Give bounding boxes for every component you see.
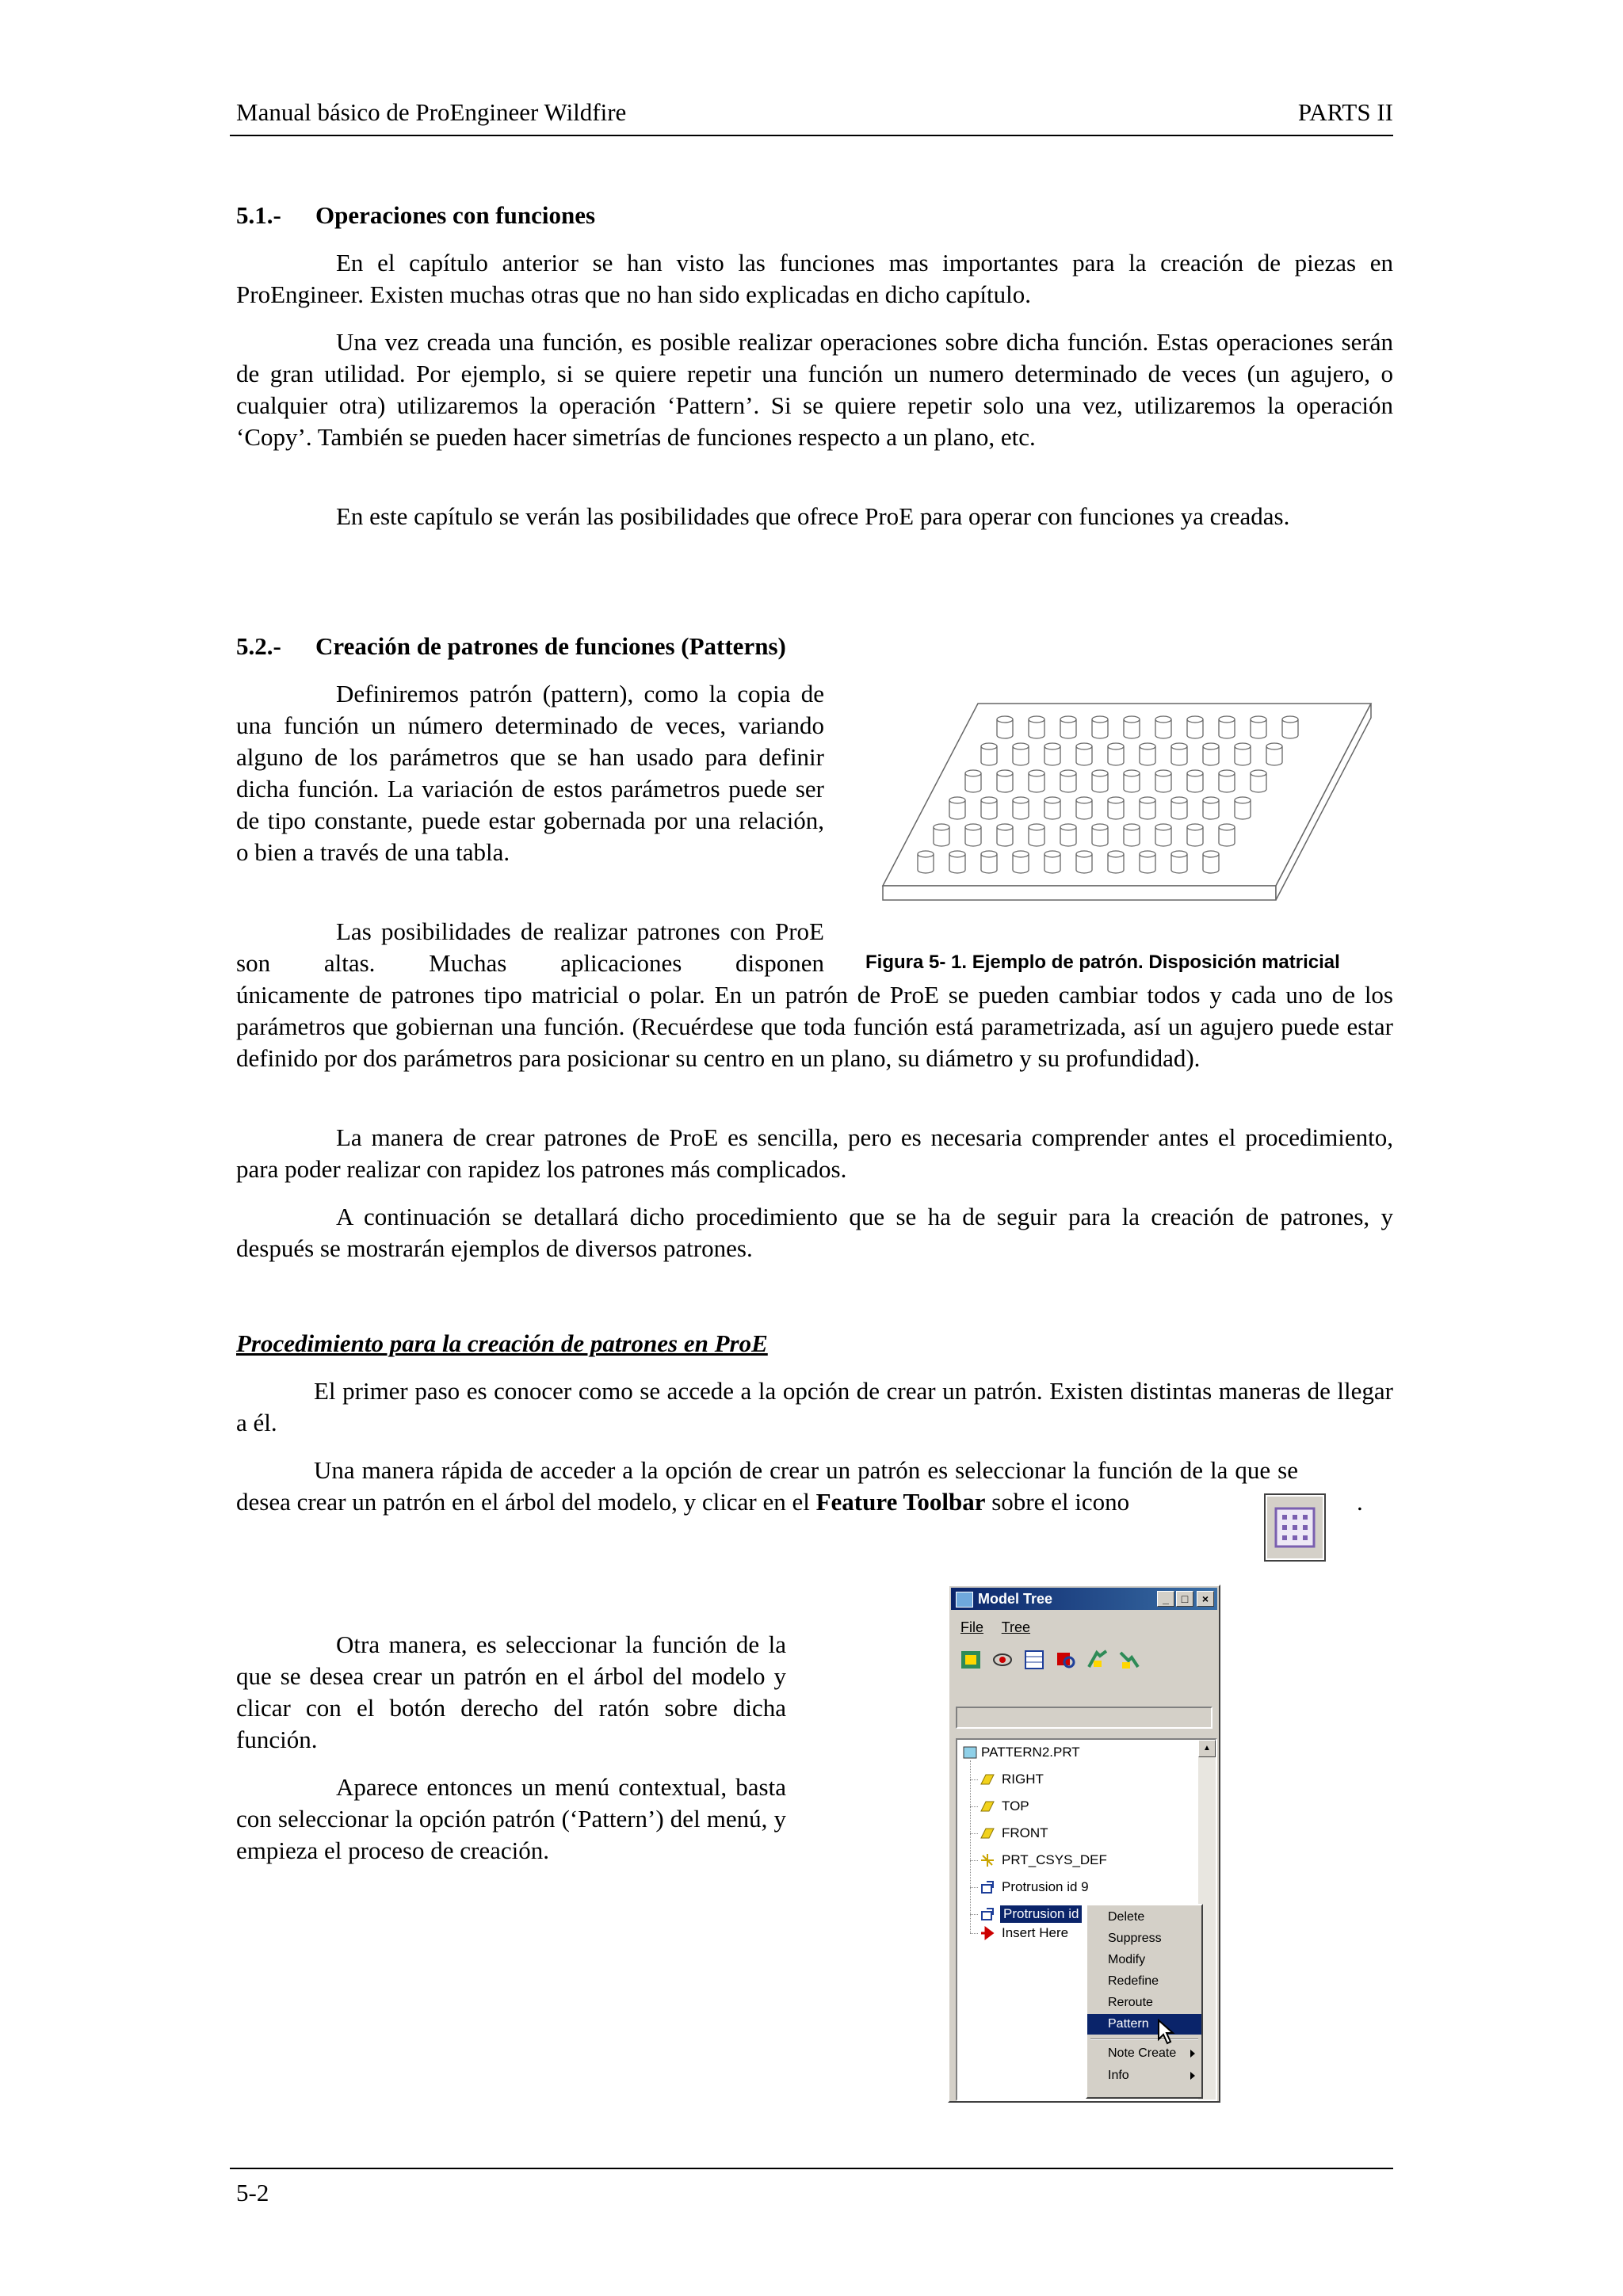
pattern-cylinder — [1187, 824, 1203, 846]
pattern-cylinder — [934, 824, 949, 846]
section-number: 5.2.- — [236, 632, 281, 660]
model-tree-titlebar[interactable] — [951, 1588, 1217, 1610]
pattern-cylinder — [1060, 716, 1076, 738]
page-number: 5-2 — [236, 2179, 269, 2206]
header-section: PARTS II — [1297, 98, 1393, 126]
pattern-cylinder — [1155, 770, 1171, 792]
pattern-cylinder — [997, 770, 1013, 792]
tree-item[interactable]: Insert Here — [1002, 1925, 1069, 1940]
header-rule — [230, 135, 1393, 136]
pattern-cylinder — [1187, 770, 1203, 792]
pattern-cylinder — [1203, 797, 1219, 819]
pattern-cylinder — [1140, 851, 1155, 873]
show-icon[interactable] — [991, 1648, 1014, 1672]
scroll-up-icon[interactable]: ▲ — [1198, 1740, 1216, 1757]
paragraph: En este capítulo se verán las posibilidades que ofrece ProE para operar con funciones ya creadas. — [336, 502, 1290, 530]
datum-plane-icon — [980, 1825, 995, 1841]
paragraph: El primer paso es conocer como se accede a la opción de crear un patrón. Existen distintas maneras de llegar a él. — [236, 1377, 1393, 1436]
pattern-cylinder — [1203, 851, 1219, 873]
pattern-cylinder — [1171, 851, 1187, 873]
pattern-cylinder — [981, 743, 997, 765]
tree-item[interactable]: FRONT — [1002, 1825, 1048, 1840]
context-menu-note-create[interactable]: Note Create — [1087, 2043, 1201, 2064]
pattern-cylinder — [997, 824, 1013, 846]
collapse-icon[interactable] — [1117, 1648, 1141, 1672]
pattern-cylinder — [1108, 797, 1124, 819]
maximize-icon[interactable]: □ — [1176, 1591, 1193, 1607]
paragraph: La manera de crear patrones de ProE es sencilla, pero es necesaria comprender antes el procedimiento, para poder realizar con rapidez los patrones más complicados. — [236, 1123, 1393, 1183]
mouse-cursor-icon — [1157, 2019, 1178, 2046]
columns-icon[interactable] — [1022, 1648, 1046, 1672]
pattern-cylinder — [949, 851, 965, 873]
context-menu-modify[interactable]: Modify — [1108, 1953, 1146, 1966]
pattern-cylinder — [1219, 716, 1235, 738]
pattern-cylinder — [1124, 716, 1140, 738]
protrusion-icon — [980, 1906, 995, 1922]
pattern-cylinder — [1140, 743, 1155, 765]
model-tree-menubar — [960, 1618, 1044, 1637]
pattern-cylinder — [1092, 716, 1108, 738]
model-tree-filter[interactable] — [956, 1707, 1212, 1729]
pattern-cylinder — [1155, 716, 1171, 738]
pattern-cylinder — [1108, 743, 1124, 765]
pattern-cylinder — [1092, 824, 1108, 846]
insert-arrow-icon — [980, 1925, 995, 1941]
paragraph: Una manera rápida de acceder a la opción de crear un patrón es seleccionar la función de la que se desea crear un patrón en el árbol del modelo, y clicar en el Feature Toolbar sobre el icono — [236, 1456, 1298, 1516]
paragraph: Las posibilidades de realizar patrones con ProE son altas. Muchas aplicaciones disponen — [236, 917, 824, 977]
menu-tree[interactable]: Tree — [1001, 1619, 1031, 1635]
pattern-cylinder — [1013, 797, 1029, 819]
pattern-cylinder — [1235, 743, 1251, 765]
procedure-title: Procedimiento para la creación de patrones en ProE — [236, 1329, 768, 1357]
paragraph: únicamente de patrones tipo matricial o polar. En un patrón de ProE se pueden cambiar todos y cada uno de los parámetros que gobiernan una función. (Recuérdese que toda función está parametrizada, así un agujero puede estar definido por dos parámetros para posicionar su centro en un plano, su diámetro y su profundidad). — [236, 981, 1393, 1072]
pattern-cylinder — [949, 797, 965, 819]
tree-item[interactable]: Protrusion id 9 — [1002, 1879, 1089, 1894]
feature-toolbar-label: Feature Toolbar — [815, 1488, 986, 1516]
section-number: 5.1.- — [236, 201, 281, 229]
pattern-cylinder — [1076, 851, 1092, 873]
paragraph: Aparece entonces un menú contextual, basta con seleccionar la opción patrón (‘Pattern’) del menú, y empieza el proceso de creación. — [236, 1773, 786, 1864]
pattern-cylinder — [1092, 770, 1108, 792]
model-tree-title: Model Tree — [978, 1591, 1053, 1607]
header-title: Manual básico de ProEngineer Wildfire — [236, 98, 627, 126]
pattern-cylinder — [1187, 716, 1203, 738]
context-menu-pattern[interactable]: Pattern — [1087, 2014, 1201, 2035]
pattern-cylinder — [1029, 824, 1044, 846]
section-title: Creación de patrones de funciones (Patterns) — [315, 632, 786, 660]
pattern-cylinder — [1219, 770, 1235, 792]
settings-icon[interactable] — [959, 1648, 983, 1672]
paragraph: Otra manera, es seleccionar la función de la que se desea crear un patrón en el árbol del modelo y clicar con el botón derecho del ratón sobre dicha función. — [236, 1630, 786, 1753]
pattern-cylinder — [1140, 797, 1155, 819]
context-menu — [1086, 1904, 1203, 2099]
pattern-cylinder — [1251, 770, 1266, 792]
paragraph: A continuación se detallará dicho procedimiento que se ha de seguir para la creación de patrones, y después se mostrarán ejemplos de diversos patrones. — [236, 1203, 1393, 1262]
pattern-cylinder — [981, 797, 997, 819]
datum-plane-icon — [980, 1772, 995, 1787]
pattern-cylinder — [1076, 797, 1092, 819]
context-menu-reroute[interactable]: Reroute — [1108, 1996, 1153, 2009]
minimize-icon[interactable]: _ — [1157, 1591, 1174, 1607]
pattern-cylinder — [1171, 797, 1187, 819]
pattern-cylinder — [1219, 824, 1235, 846]
pattern-cylinder — [1282, 716, 1298, 738]
pattern-cylinder — [981, 851, 997, 873]
pattern-cylinder — [997, 716, 1013, 738]
context-menu-suppress[interactable]: Suppress — [1108, 1932, 1162, 1945]
close-icon[interactable]: × — [1197, 1591, 1214, 1607]
pattern-figure — [878, 688, 1377, 910]
pattern-cylinder — [1155, 824, 1171, 846]
paragraph: Una vez creada una función, es posible realizar operaciones sobre dicha función. Estas operaciones serán de gran utilidad. Por ejemplo, si se quiere repetir una función un numero determinado de veces (un agujero, o cualquier otra) utilizaremos la operación ‘Pattern’. Si se quiere repetir solo una vez, utilizaremos la operación ‘Copy’. También se pueden hacer simetrías de funciones respecto a un plano, etc. — [236, 328, 1393, 451]
pattern-cylinder — [1044, 743, 1060, 765]
context-menu-redefine[interactable]: Redefine — [1108, 1974, 1159, 1988]
pattern-cylinder — [1044, 851, 1060, 873]
submenu-arrow-icon — [1190, 2050, 1195, 2058]
find-icon[interactable] — [1054, 1648, 1078, 1672]
part-icon — [962, 1745, 978, 1760]
protrusion-icon — [980, 1879, 995, 1895]
model-tree-toolbar — [959, 1648, 1141, 1680]
footer-rule — [230, 2168, 1393, 2169]
period: . — [1357, 1488, 1363, 1516]
tree-item-root[interactable]: PATTERN2.PRT — [981, 1745, 1080, 1760]
pattern-cylinder — [1060, 824, 1076, 846]
pattern-cylinder — [1235, 797, 1251, 819]
context-menu-info[interactable]: Info — [1087, 2065, 1201, 2086]
pattern-cylinder — [1060, 770, 1076, 792]
pattern-cylinder — [1124, 824, 1140, 846]
pattern-cylinder — [918, 851, 934, 873]
paragraph: Definiremos patrón (pattern), como la copia de una función un número determinado de veces, variando alguno de los parámetros que se han usado para definir dicha función. La variación de estos parámetros puede ser de tipo constante, puede estar gobernada por una relación, o bien a través de una tabla. — [236, 680, 824, 866]
section-title: Operaciones con funciones — [315, 201, 596, 229]
datum-plane-icon — [980, 1798, 995, 1814]
tree-item[interactable]: PRT_CSYS_DEF — [1002, 1852, 1107, 1867]
pattern-cylinder — [1013, 851, 1029, 873]
pattern-cylinder — [1108, 851, 1124, 873]
pattern-toolbar-icon[interactable] — [1263, 1493, 1327, 1562]
pattern-cylinder — [1013, 743, 1029, 765]
figure-caption: Figura 5- 1. Ejemplo de patrón. Disposición matricial — [865, 952, 1340, 973]
pattern-cylinder — [965, 770, 981, 792]
pattern-cylinder — [1029, 716, 1044, 738]
pattern-cylinder — [1044, 797, 1060, 819]
pattern-cylinder — [1266, 743, 1282, 765]
pattern-cylinder — [1251, 716, 1266, 738]
model-tree-icon — [956, 1592, 973, 1608]
expand-icon[interactable] — [1086, 1648, 1109, 1672]
coordinate-system-icon — [980, 1852, 995, 1868]
pattern-cylinder — [1124, 770, 1140, 792]
context-menu-delete[interactable]: Delete — [1108, 1910, 1145, 1924]
submenu-arrow-icon — [1190, 2072, 1195, 2080]
pattern-cylinder — [965, 824, 981, 846]
pattern-cylinder — [1076, 743, 1092, 765]
paragraph: En el capítulo anterior se han visto las funciones mas importantes para la creación de piezas en ProEngineer. Existen muchas otras que no han sido explicadas en dicho capítulo. — [236, 249, 1393, 308]
pattern-cylinder — [1203, 743, 1219, 765]
menu-file[interactable]: File — [960, 1619, 984, 1635]
pattern-cylinder — [1029, 770, 1044, 792]
pattern-cylinder — [1171, 743, 1187, 765]
tree-item[interactable]: RIGHT — [1002, 1772, 1044, 1787]
tree-item[interactable]: TOP — [1002, 1798, 1029, 1814]
tree-item-selected[interactable]: Protrusion id — [1000, 1905, 1082, 1923]
